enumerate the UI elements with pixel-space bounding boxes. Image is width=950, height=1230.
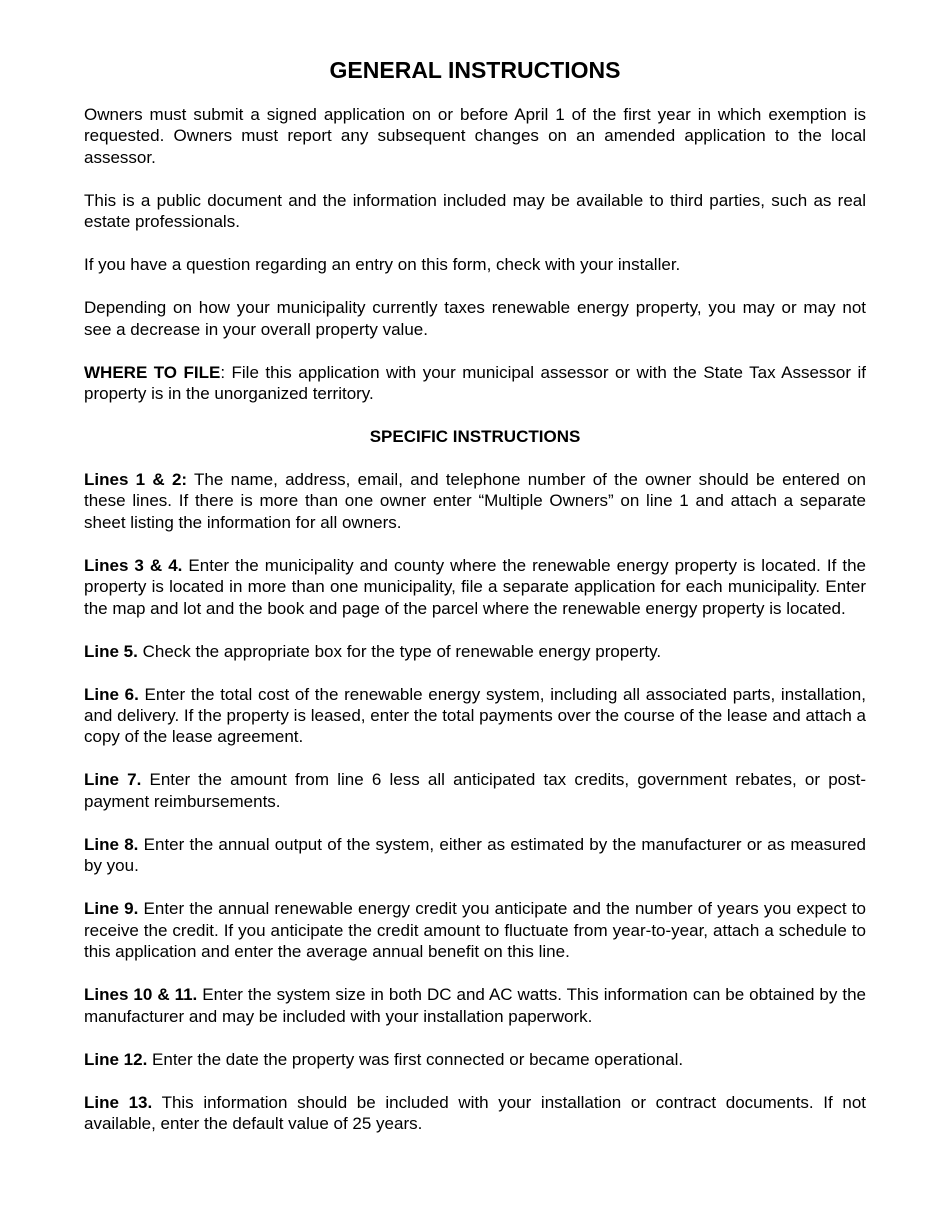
instruction-line-7: Line 7. Enter the amount from line 6 less all anticipated tax credits, government rebates, or post-payment reimbursements.: [84, 770, 866, 811]
general-paragraph-where-to-file: WHERE TO FILE: File this application with your municipal assessor or with the State Tax Assessor if property is in the unorganized territory.: [84, 362, 867, 404]
general-paragraph-property-value: Depending on how your municipality currently taxes renewable energy property, you may or may not see a decrease in your overall property value.: [84, 298, 866, 339]
general-paragraph-questions: If you have a question regarding an entry on this form, check with your installer.: [84, 255, 681, 275]
instruction-lines-1-2: Lines 1 & 2: The name, address, email, and telephone number of the owner should be entered on these lines. If there is more than one owner enter “Multiple Owners” on line 1 and attach a separate sheet listing the information for all owners.: [84, 470, 866, 532]
instruction-label: Lines 3 & 4.: [84, 555, 183, 575]
section-title-specific: SPECIFIC INSTRUCTIONS: [369, 427, 581, 447]
instruction-line-9: Line 9. Enter the annual renewable energy credit you anticipate and the number of years you expect to receive the credit. If you anticipate the credit amount to fluctuate from year-to-year, attach a schedule to this application and enter the average annual benefit on this line.: [84, 899, 866, 962]
instruction-label: Line 6.: [84, 684, 139, 704]
where-to-file-label: WHERE TO FILE: [84, 362, 221, 382]
general-paragraph-deadline: Owners must submit a signed application on or before April 1 of the first year in which exemption is requested. Owners must report any subsequent changes on an amended application to the local assessor.: [84, 105, 866, 167]
instruction-line-5: Line 5. Check the appropriate box for the type of renewable energy property.: [84, 641, 662, 661]
page-title: GENERAL INSTRUCTIONS: [329, 57, 621, 83]
instruction-line-6: Line 6. Enter the total cost of the renewable energy system, including all associated parts, installation, and delivery. If the property is leased, enter the total payments over the course of the lease and attach a copy of the lease agreement.: [84, 684, 866, 747]
instructions-page: [84, 52, 866, 1156]
instruction-label: Line 5.: [84, 641, 138, 661]
instruction-label: Line 8.: [84, 834, 139, 854]
instruction-line-13: Line 13. This information should be included with your installation or contract documents. If not available, enter the default value of 25 years.: [84, 1092, 866, 1133]
instruction-line-12: Line 12. Enter the date the property was first connected or became operational.: [84, 1049, 684, 1069]
general-paragraph-public-document: This is a public document and the information included may be available to third parties, such as real estate professionals.: [84, 190, 866, 232]
instruction-label: Line 13.: [84, 1092, 153, 1112]
instruction-lines-3-4: Lines 3 & 4. Enter the municipality and county where the renewable energy property is located. If the property is located in more than one municipality, file a separate application for each municipality. Enter the map and lot and the book and page of the parcel where the renewable energy property is located.: [84, 555, 866, 618]
instruction-label: Lines 10 & 11.: [84, 985, 198, 1005]
instruction-label: Line 7.: [84, 770, 142, 790]
instruction-label: Line 9.: [84, 899, 139, 919]
instruction-label: Lines 1 & 2:: [84, 470, 188, 490]
instruction-lines-10-11: Lines 10 & 11. Enter the system size in both DC and AC watts. This information can be obtained by the manufacturer and may be included with your installation paperwork.: [84, 985, 867, 1026]
instruction-label: Line 12.: [84, 1049, 148, 1069]
instruction-line-8: Line 8. Enter the annual output of the system, either as estimated by the manufacturer or as measured by you.: [84, 834, 866, 876]
